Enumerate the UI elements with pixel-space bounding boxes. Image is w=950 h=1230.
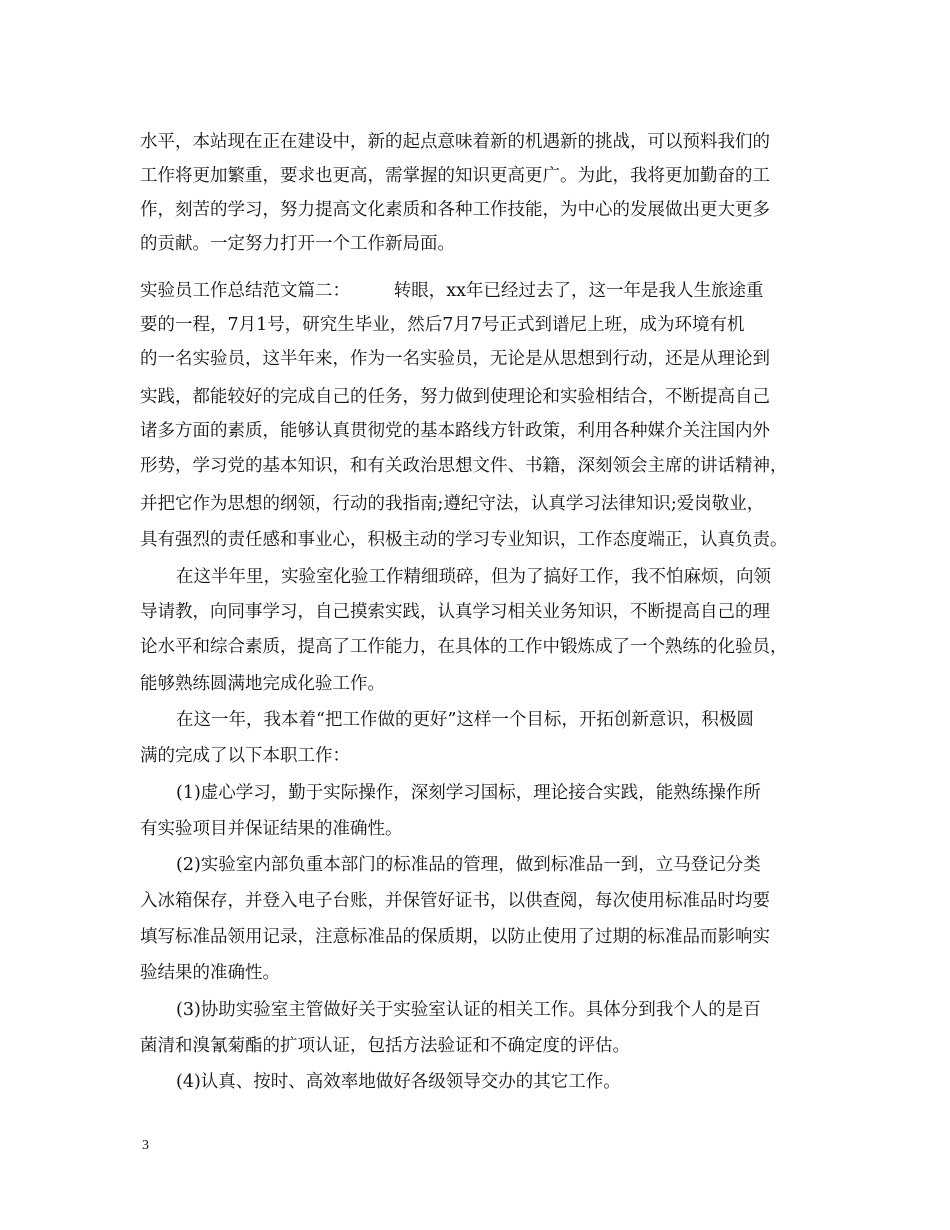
text-line: 入冰箱保存，并登入电子台账，并保管好证书，以供查阅，每次使用标准品时均要	[140, 891, 770, 911]
text-line: 论水平和综合素质，提高了工作能力，在具体的工作中锻炼成了一个熟练的化验员，	[140, 637, 788, 657]
text-line: 的一名实验员，这半年来，作为一名实验员，无论是从思想到行动，还是从理论到	[140, 349, 770, 369]
text-line: 诸多方面的素质，能够认真贯彻党的基本路线方针政策，利用各种媒介关注国内外	[140, 421, 770, 441]
text-line: 菌清和溴氰菊酯的扩项认证，包括方法验证和不确定度的评估。	[140, 1036, 630, 1056]
list-item-line: (1)虚心学习，勤于实际操作，深刻学习国标，理论接合实践，能熟练操作所	[176, 783, 761, 803]
list-item-line: (2)实验室内部负重本部门的标准品的管理，做到标准品一到，立马登记分类	[176, 855, 761, 875]
page-number: 3	[142, 1138, 149, 1153]
text-line: 有实验项目并保证结果的准确性。	[140, 819, 403, 839]
paragraph-start-line: 在这半年里，实验室化验工作精细琐碎，但为了搞好工作，我不怕麻烦，向领	[176, 567, 771, 587]
text-line: 工作将更加繁重，要求也更高，需掌握的知识更高更广。为此，我将更加勤奋的工	[140, 166, 770, 186]
text-line: 填写标准品领用记录，注意标准品的保质期，以防止使用了过期的标准品而影响实	[140, 927, 770, 947]
text-line: 导请教，向同事学习，自己摸索实践，认真学习相关业务知识，不断提高自己的理	[140, 602, 770, 622]
list-item-line: (3)协助实验室主管做好关于实验室认证的相关工作。具体分到我个人的是百	[176, 1000, 761, 1020]
text-line: 具有强烈的责任感和事业心，积极主动的学习专业知识，工作态度端正，认真负责。	[140, 530, 788, 550]
text-line: 作，刻苦的学习，努力提高文化素质和各种工作技能，为中心的发展做出更大更多	[140, 200, 770, 220]
text-line: 能够熟练圆满地完成化验工作。	[140, 674, 385, 694]
section-heading-line: 实验员工作总结范文篇二： 转眼，xx年已经过去了，这一年是我人生旅途重	[140, 281, 764, 301]
text-line: 并把它作为思想的纲领，行动的我指南;遵纪守法，认真学习法律知识;爱岗敬业，	[140, 494, 765, 514]
text-line: 实践，都能较好的完成自己的任务，努力做到使理论和实验相结合，不断提高自己	[140, 387, 770, 407]
list-item-line: (4)认真、按时、高效率地做好各级领导交办的其它工作。	[176, 1072, 621, 1092]
text-line: 验结果的准确性。	[140, 963, 280, 983]
text-line: 形势，学习党的基本知识，和有关政治思想文件、书籍，深刻领会主席的讲话精神，	[140, 456, 788, 476]
paragraph-start-line: 在这一年，我本着“把工作做的更好”这样一个目标，开拓创新意识，积极圆	[176, 710, 754, 730]
text-line: 水平，本站现在正在建设中，新的起点意味着新的机遇新的挑战，可以预料我们的	[140, 132, 770, 152]
text-line: 的贡献。一定努力打开一个工作新局面。	[140, 234, 455, 254]
text-line: 要的一程，7月1号，研究生毕业，然后7月7号正式到谱尼上班，成为环境有机	[140, 315, 745, 335]
text-line: 满的完成了以下本职工作：	[140, 746, 350, 766]
